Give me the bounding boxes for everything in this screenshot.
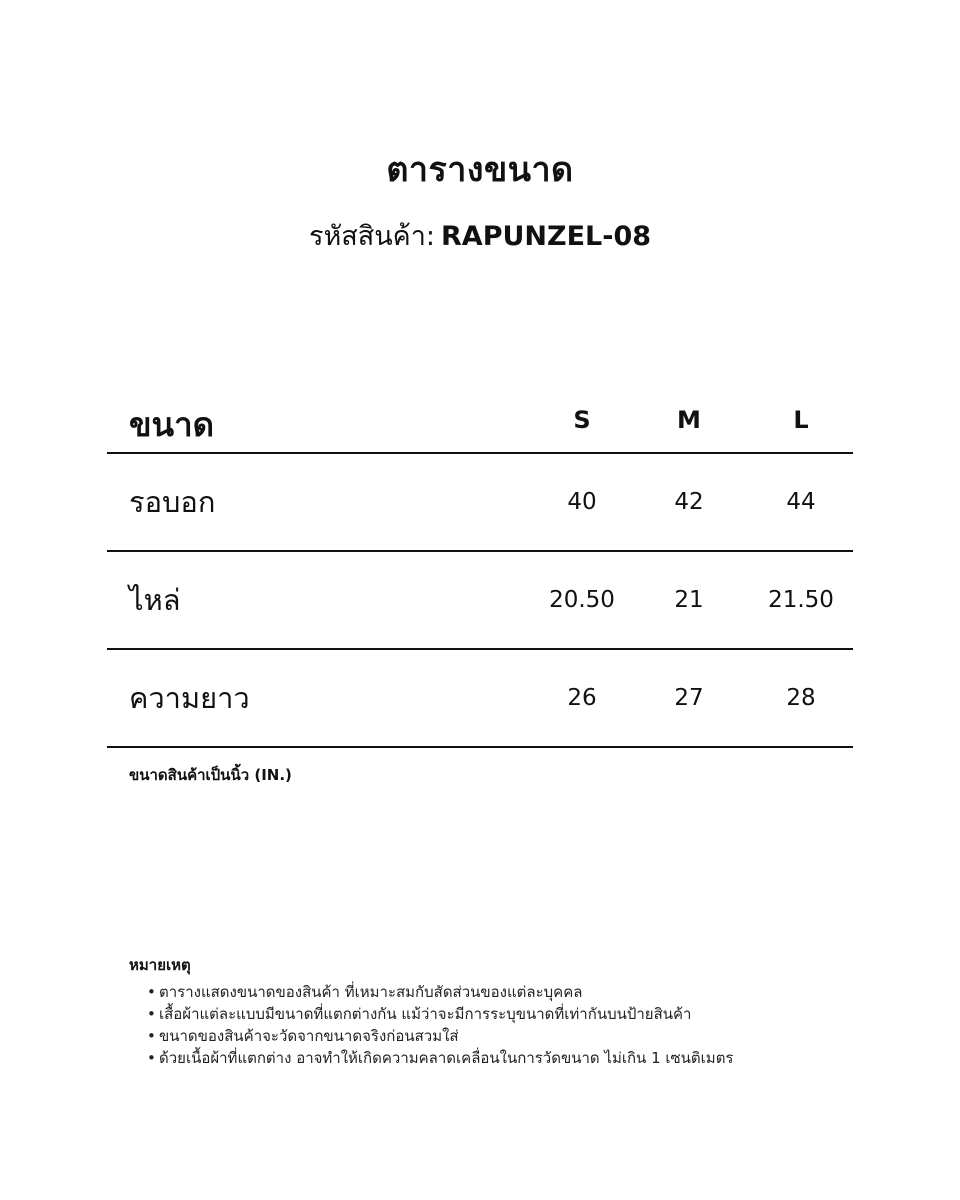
product-code-label: รหัสสินค้า:: [308, 221, 436, 252]
row-label: ความยาว: [129, 681, 250, 715]
value-s: 20.50: [549, 587, 615, 613]
page-title: ตารางขนาด: [386, 150, 574, 190]
value-l: 44: [786, 489, 816, 515]
row-label: ไหล่: [129, 583, 181, 617]
table-row: [107, 454, 853, 552]
size-table: [107, 372, 853, 748]
list-item: [147, 1047, 734, 1069]
remark-text: เสื้อผ้าแต่ละแบบมีขนาดที่แตกต่างกัน แม้ว่าจะมีการระบุขนาดที่เท่ากันบนป้ายสินค้า: [159, 1005, 692, 1023]
product-code-line: [0, 214, 960, 257]
value-l: 28: [786, 685, 816, 711]
row-label: รอบอก: [129, 485, 216, 519]
value-l: 21.50: [768, 587, 834, 613]
value-m: 27: [674, 685, 704, 711]
table-header-row: [107, 372, 853, 454]
remarks-list: [129, 981, 734, 1069]
bullet-icon: •: [147, 983, 156, 1001]
value-s: 26: [567, 685, 597, 711]
header-size-s: S: [573, 406, 591, 434]
bullet-icon: •: [147, 1027, 156, 1045]
value-s: 40: [567, 489, 597, 515]
header-size-l: L: [793, 406, 809, 434]
remark-text: ขนาดของสินค้าจะวัดจากขนาดจริงก่อนสวมใส่: [159, 1027, 459, 1045]
list-item: [147, 1003, 734, 1025]
list-item: [147, 1025, 734, 1047]
product-code: RAPUNZEL-08: [441, 221, 652, 252]
remark-text: ตารางแสดงขนาดของสินค้า ที่เหมาะสมกับสัดส่วนของแต่ละบุคคล: [159, 983, 583, 1001]
remark-text: ด้วยเนื้อผ้าที่แตกต่าง อาจทำให้เกิดความคลาดเคลื่อนในการวัดขนาด ไม่เกิน 1 เซนติเมตร: [159, 1049, 734, 1067]
table-row: [107, 650, 853, 748]
unit-note: ขนาดสินค้าเป็นนิ้ว (IN.): [129, 766, 292, 784]
value-m: 42: [674, 489, 704, 515]
remarks-section: [129, 953, 734, 1069]
remarks-title: หมายเหตุ: [129, 956, 191, 974]
table-row: [107, 552, 853, 650]
bullet-icon: •: [147, 1005, 156, 1023]
list-item: [147, 981, 734, 1003]
header-size-label: ขนาด: [129, 405, 215, 444]
header-size-m: M: [677, 406, 701, 434]
value-m: 21: [674, 587, 704, 613]
bullet-icon: •: [147, 1049, 156, 1067]
